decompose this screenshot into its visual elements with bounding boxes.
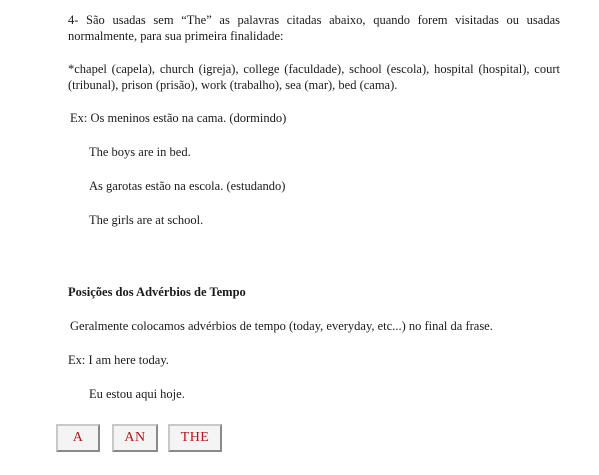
article-tabs — [56, 424, 222, 452]
tab-a[interactable]: A — [56, 424, 100, 452]
tab-an[interactable]: AN — [112, 424, 158, 452]
example-line-boys-english: The boys are in bed. — [89, 145, 191, 159]
adverbs-heading: Posições dos Advérbios de Tempo — [68, 285, 246, 299]
adverbs-translation: Eu estou aqui hoje. — [89, 387, 185, 401]
word-list-text: *chapel (capela), church (igreja), college (faculdade), school (escola), hospital (hospital), court (tribunal), prison (prisão), work (trabalho), sea (mar), bed (cama). — [68, 62, 560, 92]
example-line-girls-english: The girls are at school. — [89, 213, 204, 227]
tab-the[interactable]: THE — [168, 424, 222, 452]
adverbs-explanation: Geralmente colocamos advérbios de tempo (today, everyday, etc...) no final da frase. — [70, 319, 493, 333]
adverbs-example: Ex: I am here today. — [68, 353, 169, 367]
example-line-girls-portuguese: As garotas estão na escola. (estudando) — [89, 179, 286, 193]
example-intro: Ex: Os meninos estão na cama. (dormindo) — [70, 111, 287, 125]
rule-4-text: 4- São usadas sem “The” as palavras citadas abaixo, quando forem visitadas ou usadas normalmente, para sua primeira finalidade: — [68, 13, 560, 43]
